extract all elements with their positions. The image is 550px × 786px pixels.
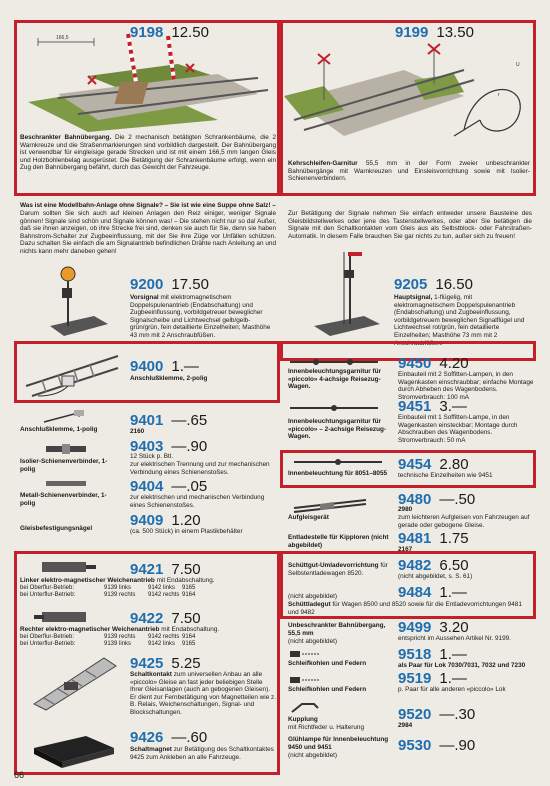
- article-number: 9401: [130, 412, 164, 429]
- label-9481: Entladestelle für Kipploren (nicht abgebildet): [288, 534, 389, 549]
- article-price: 6.50: [439, 557, 469, 574]
- table-cell: 9139 rechts: [104, 634, 136, 640]
- article-number: 9409: [130, 512, 164, 529]
- article-body: 1-flügelig, mit elektromagnetischem Doppelspulenantrieb (Endabschaltung) und Zugbeeinflussung, vorbildgetreuem beweglichen Signalflügel und Lichtwechsel rot/grün, fein detaillierte Einzelheiten; Masthöhe 73 mm mit 2 Anschraubfüßen.: [394, 294, 525, 347]
- interior-light-illustration: [290, 454, 390, 470]
- article-price: 3.—: [439, 398, 467, 415]
- article-number: 9198: [130, 24, 164, 41]
- text-9198: [20, 134, 276, 172]
- table-cell: bei Unterflur-Betrieb:: [20, 592, 76, 598]
- article-number-9518: [398, 646, 467, 663]
- article-number-9205: [394, 276, 473, 293]
- distant-signal-illustration: [44, 264, 114, 340]
- carbon-brush-illustration: [288, 648, 328, 660]
- title-9421: [20, 577, 276, 585]
- article-number-9199: [395, 24, 474, 41]
- article-title: Beschrankter Bahnübergang.: [20, 134, 112, 141]
- article-number: 9454: [398, 456, 432, 473]
- label-r: r: [498, 92, 500, 98]
- label-9401: Anschlußklemme, 1-polig: [20, 426, 98, 433]
- article-price: 17.50: [171, 276, 209, 293]
- label-9450: Innenbeleuchtungsgarnitur für «piccolo» 4-achsige Reisezug-Wagen.: [288, 368, 382, 391]
- article-body: für Wagen 8500 und 8520 sowie für die Entladevorrichtungen 9481 und 9482: [288, 601, 522, 616]
- table-cell: bei Oberflur-Betrieb:: [20, 634, 75, 640]
- article-number: 9400: [130, 358, 164, 375]
- label-9403: Isolier-Schienenverbinder, 1-polig: [20, 458, 108, 473]
- desc-9404: zur elektrischen und mechanischen Verbindung eines Schienenstoßes.: [130, 494, 265, 509]
- label-9409: Gleisbefestigungsnägel: [20, 525, 93, 532]
- article-title: Linker elektro-magnetischer Weichenantrieb: [20, 577, 155, 584]
- label-9404: Metall-Schienenverbinder, 1-polig: [20, 492, 107, 507]
- label-9480: Aufgleisgerät: [288, 514, 329, 521]
- text-9482: [288, 562, 396, 577]
- note-9484: (nicht abgebildet): [288, 593, 338, 600]
- article-number: 9482: [398, 557, 432, 574]
- article-price: 5.25: [171, 655, 201, 672]
- article-number-9520: [398, 706, 475, 723]
- article-price: 1.—: [439, 646, 467, 663]
- interior-light-4axle-illustration: [286, 350, 386, 370]
- article-number-9482: [398, 557, 469, 574]
- article-number-9400: [130, 358, 199, 375]
- article-number-9499: [398, 619, 469, 636]
- article-price: 1.75: [439, 530, 469, 547]
- rerailer-illustration: [290, 494, 370, 514]
- table-cell: 9142 links: [148, 585, 176, 591]
- metal-joiner-illustration: [40, 476, 100, 492]
- table-9422: [20, 634, 212, 648]
- switch-motor-left-illustration: [34, 556, 104, 576]
- switching-contact-illustration: [24, 652, 124, 712]
- table-cell: 9164: [182, 592, 196, 598]
- article-body: für Selbstentladewagen 8520.: [288, 562, 388, 577]
- article-price: 4.20: [439, 355, 469, 372]
- table-cell: 9139 rechts: [104, 592, 136, 598]
- desc-9520: mit Richtfeder u. Halterung: [288, 724, 365, 731]
- table-cell: 9164: [182, 634, 196, 640]
- reverse-loop-illustration: [284, 40, 534, 150]
- article-number: 9205: [394, 276, 428, 293]
- article-title: Schüttladegut: [288, 601, 331, 608]
- signals-left-text: Darum sollten Sie sich auch auf kleinen Anlagen den Reiz einiger, weniger Signale gönnen! Signale sind schön und Signale können was! – Die stehen nicht nur so da! Außer, daß sie ihnen anzeigen, ob ihre Strecke frei sind, denken sie auch für Sie, denn sie haben Bahnstrom-Schalter zur Zugbeeinflussung, mit der Sie ihre Züge vor Unfällen schützen. Dazu schalten Sie einfach die am Signalantrieb befindlichen Drähte nach Anleitung an und nichts kann mehr daneben gehen!: [20, 210, 276, 255]
- article-price: 1.—: [439, 584, 467, 601]
- text-9484: [288, 601, 532, 616]
- table-cell: 9142 rechts: [148, 592, 180, 598]
- label-9519: Schleifkohlen und Federn: [288, 686, 367, 693]
- desc-9450: Einbauteil mit 2 Soffitten-Lampen, in den Wagenkasten einschraubbar; einfache Montage durch Abheben des Wagenbodens. Stromverbrauch: 100 mA: [398, 371, 534, 401]
- article-number: 9451: [398, 398, 432, 415]
- article-number: 9499: [398, 619, 432, 636]
- insulated-joiner-illustration: [40, 440, 100, 458]
- article-price: —.90: [171, 438, 208, 455]
- note-9482: (nicht abgebildet, s. S. 61): [398, 573, 473, 580]
- page-number: 66: [14, 770, 25, 780]
- desc-9480: zum leichteren Aufgleisen von Fahrzeugen auf gerade oder gebogene Gleise.: [398, 514, 530, 529]
- sub-9401: 2160: [130, 428, 145, 435]
- article-number-9404: [130, 478, 207, 495]
- label-9454: Innenbeleuchtung für 8051–8055: [288, 470, 388, 477]
- label-9518: Schleifkohlen und Federn: [288, 660, 367, 667]
- article-number: 9199: [395, 24, 429, 41]
- label-u: U: [516, 62, 520, 68]
- article-number: 9518: [398, 646, 432, 663]
- article-number: 9480: [398, 491, 432, 508]
- desc-9409: (ca. 500 Stück) in einem Plastikbehälter: [130, 528, 243, 535]
- article-number: 9200: [130, 276, 164, 293]
- article-number-9454: [398, 456, 469, 473]
- main-signal-illustration: [310, 248, 390, 340]
- table-cell: bei Oberflur-Betrieb:: [20, 585, 75, 591]
- switching-magnet-illustration: [26, 714, 122, 768]
- article-title: Schaltmagnet: [130, 746, 172, 753]
- desc-9403: zur elektrischen Trennung und zur mechanischen Verbindung eines Schienenstoßes.: [130, 461, 270, 476]
- article-price: 7.50: [171, 561, 201, 578]
- text-9426: [130, 746, 276, 761]
- carbon-brush-illustration: [288, 674, 328, 686]
- label-9530: Glühlampe für Innenbeleuchtung 9450 und 9451: [288, 736, 389, 751]
- signals-right-text: Zur Betätigung der Signale nehmen Sie einfach entweder unsere Bausteine des Gleisbildstellwerkes oder jene des Tastenstellwerkes, oder aber Sie betätigen die Signale mit den Schaltkontakten vom Gleis aus als Selbstblock- oder Fahrstraßen-Automatik. In diesem Falle brauchen Sie gar nichts zu tun, außer sich zu freuen!: [288, 210, 532, 240]
- article-price: 16.50: [435, 276, 473, 293]
- desc-9451: Einbauteil mit 1 Soffitten-Lampe, in den Wagenkasten einsteckbar; Montage durch Abschrauben des Wagenbodens. Stromverbrauch: 50 mA: [398, 414, 518, 444]
- article-number-9484: [398, 584, 467, 601]
- article-number-9425: [130, 655, 201, 672]
- table-cell: 9139 links: [104, 585, 132, 591]
- dimension-label: 166,5: [56, 35, 69, 41]
- article-price: 1.—: [439, 670, 467, 687]
- article-price: 7.50: [171, 610, 201, 627]
- article-price: 1.—: [171, 358, 199, 375]
- article-title: Vorsignal: [130, 294, 159, 301]
- article-price: 3.20: [439, 619, 469, 636]
- text-9425: [130, 671, 276, 717]
- article-body: mit Endabschaltung.: [156, 577, 215, 584]
- title-9422: [20, 626, 276, 634]
- article-number: 9403: [130, 438, 164, 455]
- article-body: mit Endabschaltung.: [161, 626, 220, 633]
- article-number: 9481: [398, 530, 432, 547]
- article-number-9451: [398, 398, 467, 415]
- switch-motor-right-illustration: [34, 606, 104, 626]
- article-price: 2.80: [439, 456, 469, 473]
- article-title: Schaltkontakt: [130, 671, 172, 678]
- sub-9403: 12 Stück p. Btl.: [130, 453, 173, 460]
- table-cell: bei Unterflur-Betrieb:: [20, 641, 76, 647]
- sub-9520: 2984: [398, 722, 413, 729]
- article-price: —.60: [171, 729, 208, 746]
- label-9520: Kupplung: [288, 716, 318, 723]
- article-number: 9426: [130, 729, 164, 746]
- article-price: —.90: [439, 737, 476, 754]
- text-9199: [288, 160, 530, 183]
- desc-9400: Anschlußklemme, 2-polig: [130, 375, 208, 382]
- article-price: 1.20: [171, 512, 201, 529]
- sub-9480: 2980: [398, 506, 413, 513]
- terminal-clip-1pol-illustration: [40, 406, 110, 426]
- article-number-9530: [398, 737, 475, 754]
- terminal-clip-2pol-illustration: [22, 346, 122, 400]
- article-number-9519: [398, 670, 467, 687]
- article-number-9426: [130, 729, 207, 746]
- desc-9519: p. Paar für alle anderen «piccolo» Lok: [398, 686, 506, 693]
- label-9451: Innenbeleuchtungsgarnitur für «piccolo» – 2-achsige Reisezug-Wagen.: [288, 418, 387, 441]
- article-number-9409: [130, 512, 201, 529]
- article-body: zur Betätigung des Schaltkontaktes 9425 zum Ankleben an alle Fahrzeuge.: [130, 746, 274, 761]
- article-number-9481: [398, 530, 469, 547]
- article-number: 9520: [398, 706, 432, 723]
- coupling-illustration: [288, 700, 328, 716]
- article-body: mit elektromagnetischem Doppelspulenantrieb (Endabschaltung) und Zugbeeinflussung, vorbildgetreuer beweglicher Signalscheibe und Lichtwechsel gelb/gelb-grün/grün, fein detaillierte Einzelheiten; Masthöhe 43 mm mit 2 Anschraubfüßen.: [130, 294, 271, 339]
- text-9205: [394, 294, 534, 347]
- article-number-9450: [398, 355, 469, 372]
- desc-9499: entspricht im Aussehen Artikel Nr. 9199.: [398, 635, 511, 642]
- table-cell: 9139 links: [104, 641, 132, 647]
- article-number: 9530: [398, 737, 432, 754]
- article-number: 9404: [130, 478, 164, 495]
- article-body: zum universellen Anbau an alle «piccolo» Gleise an fast jeder beliebigen Stelle Ihrer Gleisanlagen (auch an gebogenen Gleisen). Er dient zur Fernbetätigung von Magnetteilen wie z. B. Relais, Weichenschaltungen, Signal- und Blockschaltungen.: [130, 671, 277, 716]
- article-number-9422: [130, 610, 201, 627]
- article-body: Die 2 mechanisch betätigten Schrankenbäume, die 2 Warnkreuze und die Straßenmarkierungen sind vorbildlich dargestellt. Der Bahnübergang ist verwendbar für eingleisige gerade Strecken und ist mit einem 166,5 mm langen Gleis und Holzbohlenbelag ausgerüstet. Die Betätigung der Schrankenbäume erfolgt, wenn ein Zug den Bahnübergang befährt, durch das Gewicht der Fahrzeuge.: [20, 134, 276, 172]
- interior-light-2axle-illustration: [286, 398, 386, 418]
- article-title: Schüttgut-Umladevorrichtung: [288, 562, 379, 569]
- article-number: 9519: [398, 670, 432, 687]
- table-cell: 9142 links: [148, 641, 176, 647]
- text-9200: [130, 294, 276, 340]
- article-price: —.05: [171, 478, 208, 495]
- article-number-9401: [130, 412, 207, 429]
- article-title: Rechter elektro-magnetischer Weichenantrieb: [20, 626, 160, 633]
- article-body: 55,5 mm in der Form zweier unbeschrankter Bahnübergänge mit Warnkreuzen und Einsleisvorrichtung sowie mit Isolier-Schienenverbindern.: [288, 160, 530, 183]
- article-number-9421: [130, 561, 201, 578]
- table-9421: [20, 585, 212, 599]
- article-number: 9425: [130, 655, 164, 672]
- signals-question: Was ist eine Modellbahn-Anlage ohne Signale? – Sie ist wie eine Suppe ohne Salz! –: [20, 202, 276, 209]
- table-cell: 9142 rechts: [148, 634, 180, 640]
- article-number: 9421: [130, 561, 164, 578]
- note-9530: (nicht abgebildet): [288, 752, 338, 759]
- article-title: Kehrschleifen-Garnitur: [288, 160, 358, 167]
- desc-9454: technische Einzelheiten wie 9451: [398, 472, 493, 479]
- article-price: —.65: [171, 412, 208, 429]
- note-9499: (nicht abgebildet): [288, 638, 338, 645]
- table-cell: 9165: [182, 641, 196, 647]
- article-price: 13.50: [436, 24, 474, 41]
- article-number: 9484: [398, 584, 432, 601]
- article-price: —.50: [439, 491, 476, 508]
- level-crossing-illustration: [18, 24, 276, 134]
- article-number: 9450: [398, 355, 432, 372]
- desc-9518: als Paar für Lok 7030/7031, 7032 und 7230: [398, 662, 526, 669]
- sub-9481: 2167: [398, 546, 413, 553]
- label-9499: Unbeschrankter Bahnübergang, 55,5 mm: [288, 622, 386, 637]
- article-number-9200: [130, 276, 209, 293]
- article-price: 12.50: [171, 24, 209, 41]
- article-title: Hauptsignal,: [394, 294, 433, 301]
- article-price: —.30: [439, 706, 476, 723]
- table-cell: 9165: [182, 585, 196, 591]
- article-number: 9422: [130, 610, 164, 627]
